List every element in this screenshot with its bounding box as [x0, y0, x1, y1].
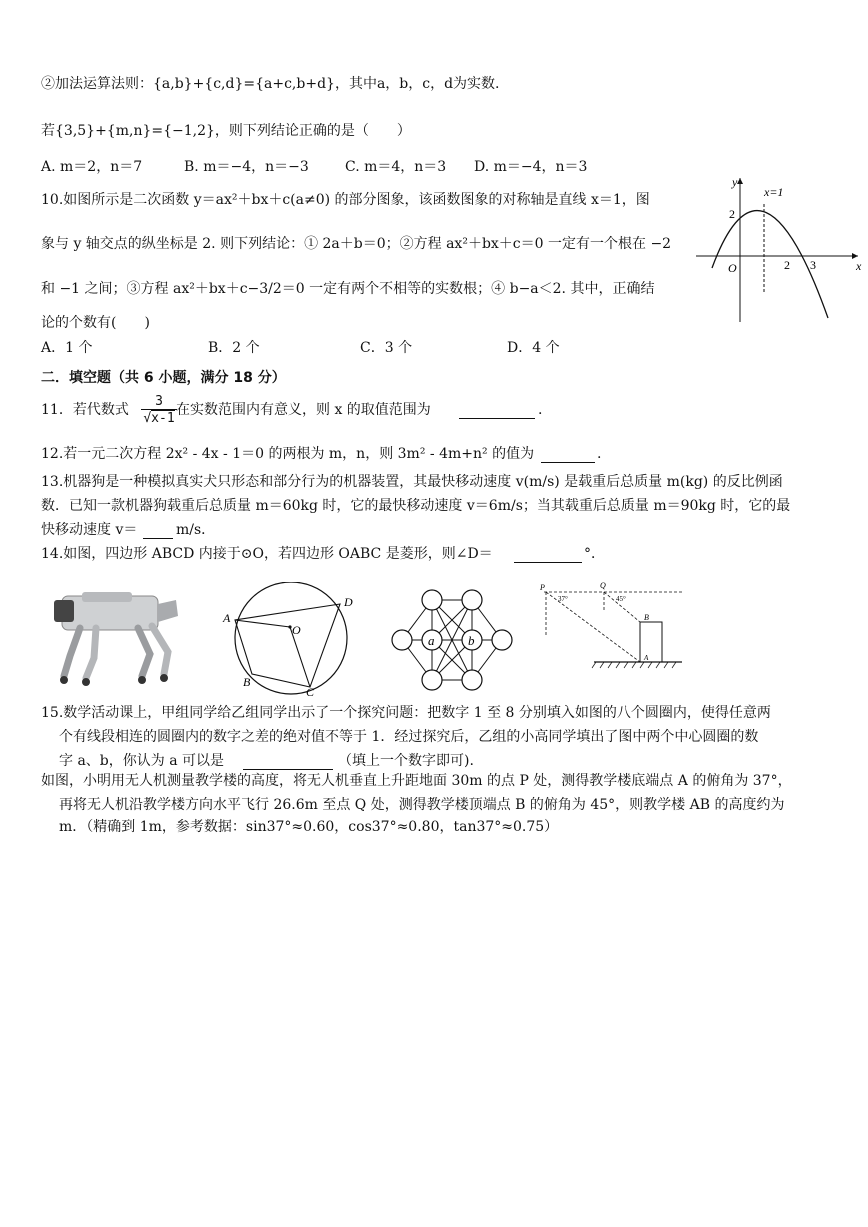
q11-answer-blank[interactable]: [459, 404, 535, 419]
label-O: O: [292, 623, 301, 637]
graph-origin-label: O: [728, 261, 737, 275]
angle-37-label: 37°: [558, 595, 568, 603]
q11-end: .: [538, 402, 543, 418]
label-B: B: [243, 675, 251, 689]
angle-45-label: 45°: [616, 595, 626, 603]
label-D: D: [344, 595, 353, 609]
q15-answer-blank[interactable]: [243, 755, 333, 770]
label-Q: Q: [600, 582, 606, 590]
q11-fraction: [141, 394, 177, 427]
q9-option-c: C. m＝4，n＝3: [345, 159, 447, 175]
q14-text: 14.如图，四边形 ABCD 内接于⊙O，若四边形 OABC 是菱形，则∠D＝: [41, 546, 493, 562]
q9-condition: 若{3,5}+{m,n}={−1,2}，则下列结论正确的是（ ）: [41, 123, 411, 139]
label-C: C: [306, 685, 315, 698]
label-A: A: [223, 611, 231, 625]
q11-denominator: x-1: [151, 411, 175, 426]
graph-y-tick-2: 2: [729, 207, 735, 221]
q9-rule: ②加法运算法则：{a,b}+{c,d}={a+c,b+d}，其中a，b，c，d为实数.: [41, 76, 500, 92]
robot-dog-image: [52, 586, 182, 692]
label-P: P: [540, 583, 545, 592]
q10-line4: 论的个数有( ): [41, 315, 150, 331]
inscribed-quadrilateral-figure: [218, 582, 364, 698]
section-title: 二．填空题（共 6 小题，满分 18 分）: [41, 370, 286, 386]
q13-line2: 数．已知一款机器狗载重后总质量 m＝60kg 时，它的最快移动速度 v＝6m/s；当其载重后总质量 m＝90kg 时，它的最: [41, 498, 791, 514]
q15-line3-prefix: 字 a、b，你认为 a 可以是: [59, 753, 225, 769]
q9-option-a: A. m＝2，n＝7: [41, 159, 143, 175]
q9-option-b: B. m＝−4，n＝−3: [184, 159, 309, 175]
q16-line1: 如图，小明用无人机测量教学楼的高度，将无人机垂直上升距地面 30m 的点 P 处，测得教学楼底端点 A 的俯角为 37°，: [41, 773, 792, 789]
q11-numerator: 3: [141, 394, 177, 410]
graph-x-axis-label: x: [856, 259, 862, 273]
q12-text: 12.若一元二次方程 2x² - 4x - 1＝0 的两根为 m，n，则 3m² - 4m+n² 的值为: [41, 446, 535, 462]
q14-end: °．: [584, 546, 605, 562]
q10-option-c: C．3 个: [360, 340, 413, 356]
q11-text: 在实数范围内有意义，则 x 的取值范围为: [176, 402, 431, 418]
parabola-figure: [692, 172, 864, 324]
eight-circle-figure: [388, 586, 516, 694]
q12-end: .: [597, 446, 602, 462]
q10-option-a: A．1 个: [41, 340, 93, 356]
q13-line3-suffix: m/s．: [176, 522, 216, 538]
q10-line2: 象与 y 轴交点的纵坐标是 2. 则下列结论：① 2a＋b＝0；②方程 ax²＋bx＋c＝0 一定有一个根在 −2: [41, 236, 672, 252]
q15-line2: 个有线段相连的圆圈内的数字之差的绝对值不等于 1．经过探究后，乙组的小高同学填出了图中两个中心圆圈的数: [59, 729, 759, 745]
label-A-building: A: [644, 654, 649, 662]
q16-line2: 再将无人机沿教学楼方向水平飞行 26.6m 至点 Q 处，测得教学楼顶端点 B 的俯角为 45°，则教学楼 AB 的高度约为: [59, 797, 785, 813]
q10-line3: 和 −1 之间；③方程 ax²＋bx＋c−3/2＝0 一定有两个不相等的实数根；④ b−a＜2. 其中，正确结: [41, 281, 655, 297]
graph-symmetry-label: x=1: [764, 185, 784, 199]
circle-label-b: b: [468, 633, 475, 648]
drone-building-figure: [536, 582, 686, 674]
q11-denominator-wrap: √x-1: [143, 411, 175, 426]
q14-answer-blank[interactable]: [514, 548, 582, 563]
q12-answer-blank[interactable]: [541, 448, 595, 463]
graph-y-axis-label: y: [732, 175, 738, 189]
q11-prefix: 11．若代数式: [41, 402, 129, 418]
graph-x-tick-2: 2: [784, 258, 790, 272]
q10-line1: 10.如图所示是二次函数 y＝ax²＋bx＋c(a≠0) 的部分图象，该函数图象的对称轴是直线 x＝1，图: [41, 192, 650, 208]
q13-line1: 13.机器狗是一种模拟真实犬只形态和部分行为的机器装置，其最快移动速度 v(m/s) 是载重后总质量 m(kg) 的反比例函: [41, 474, 783, 490]
q16-line3: m．（精确到 1m，参考数据：sin37°≈0.60，cos37°≈0.80，tan37°≈0.75）: [59, 819, 559, 835]
graph-x-tick-3: 3: [810, 258, 816, 272]
circle-label-a: a: [428, 633, 435, 648]
label-B-building: B: [644, 613, 649, 622]
q13-line3-prefix: 快移动速度 v＝: [41, 522, 138, 538]
q15-line3-suffix: （填上一个数字即可).: [338, 753, 474, 769]
q10-option-b: B．2 个: [208, 340, 260, 356]
q15-line1: 15.数学活动课上，甲组同学给乙组同学出示了一个探究问题：把数字 1 至 8 分别填入如图的八个圆圈内，使得任意两: [41, 705, 771, 721]
q10-option-d: D．4 个: [507, 340, 560, 356]
q13-answer-blank[interactable]: [143, 524, 173, 539]
q9-option-d: D. m＝−4，n＝3: [474, 159, 588, 175]
